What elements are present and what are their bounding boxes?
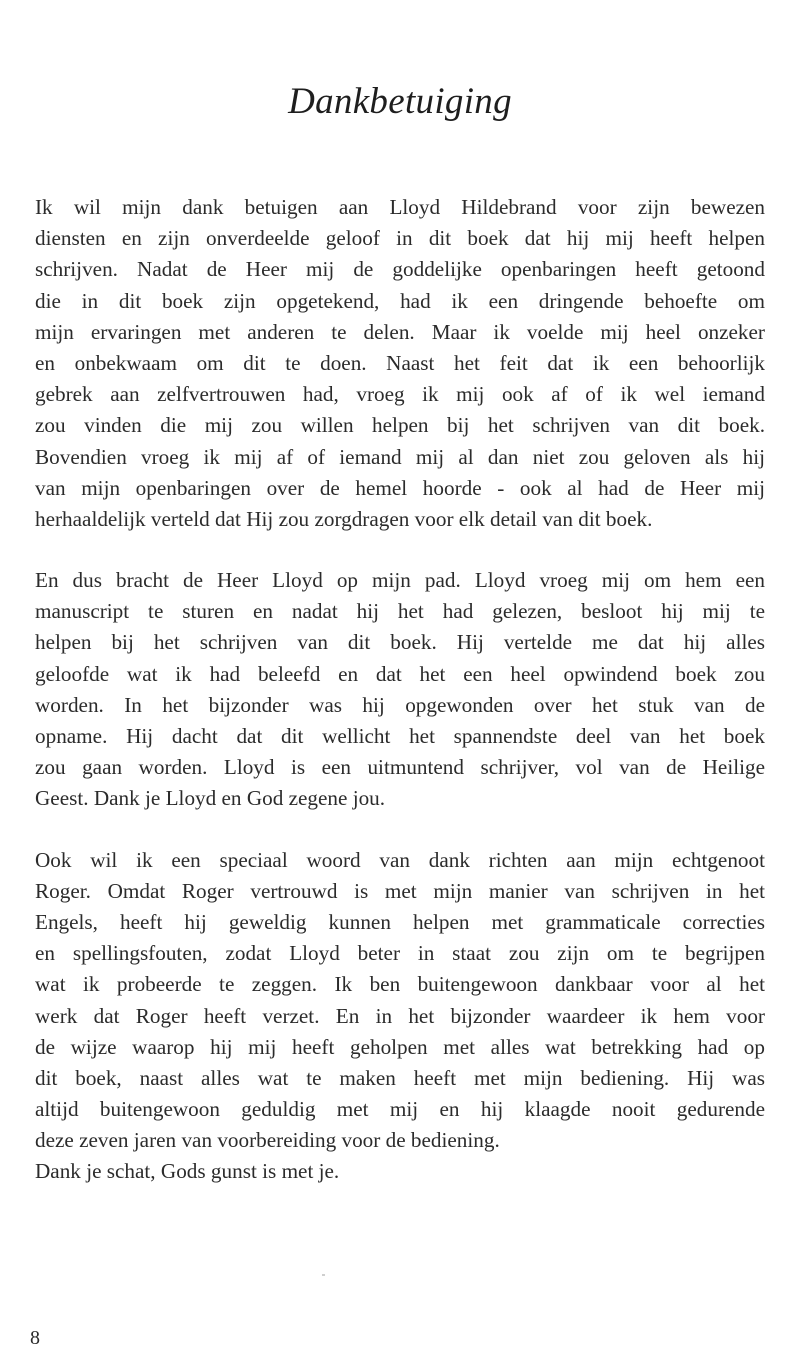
text-line: werk dat Roger heeft verzet. En in het bijzonder waardeer ik hem voor (35, 1003, 765, 1028)
text-line: van mijn openbaringen over de hemel hoorde - ook al had de Heer mij (35, 475, 765, 500)
scan-speck (322, 1274, 325, 1276)
text-line: Engels, heeft hij geweldig kunnen helpen met grammaticale correcties (35, 909, 765, 934)
text-line: Ook wil ik een speciaal woord van dank richten aan mijn echtgenoot (35, 847, 765, 872)
text-line: de wijze waarop hij mij heeft geholpen met alles wat betrekking had op (35, 1034, 765, 1059)
text-line: geloofde wat ik had beleefd en dat het een heel opwindend boek zou (35, 661, 765, 686)
text-line: wat ik probeerde te zeggen. Ik ben buitengewoon dankbaar voor al het (35, 972, 765, 997)
text-line: deze zeven jaren van voorbereiding voor de bediening. (35, 1128, 500, 1153)
text-line: herhaaldelijk verteld dat Hij zou zorgdragen voor elk detail van dit boek. (35, 506, 653, 531)
text-line: Dank je schat, Gods gunst is met je. (35, 1159, 340, 1184)
text-line: helpen bij het schrijven van dit boek. Hij vertelde me dat hij alles (35, 630, 765, 655)
text-line: Bovendien vroeg ik mij af of iemand mij al dan niet zou geloven als hij (35, 444, 765, 469)
text-line: En dus bracht de Heer Lloyd op mijn pad. Lloyd vroeg mij om hem een (35, 568, 765, 593)
page-number: 8 (30, 1327, 40, 1349)
text-line: gebrek aan zelfvertrouwen had, vroeg ik mij ook af of ik wel iemand (35, 382, 765, 407)
text-line: zou vinden die mij zou willen helpen bij het schrijven van dit boek. (35, 413, 765, 438)
text-line: opname. Hij dacht dat dit wellicht het spannendste deel van het boek (35, 724, 765, 748)
text-line: die in dit boek zijn opgetekend, had ik een dringende behoefte om (35, 288, 765, 313)
text-line: Roger. Omdat Roger vertrouwd is met mijn manier van schrijven in het (35, 878, 765, 903)
text-line: Ik wil mijn dank betuigen aan Lloyd Hildebrand voor zijn bewezen (35, 195, 765, 219)
paragraph-thanks-lloyd (35, 192, 765, 535)
text-line: mijn ervaringen met anderen te delen. Maar ik voelde mij heel onzeker (35, 319, 765, 344)
text-line: en onbekwaam om dit te doen. Naast het feit dat ik een behoorlijk (35, 350, 765, 375)
text-line: dit boek, naast alles wat te maken heeft met mijn bediening. Hij was (35, 1065, 765, 1090)
text-line: altijd buitengewoon geduldig met mij en hij klaagde nooit gedurende (35, 1097, 765, 1122)
paragraph-thanks-roger (35, 845, 765, 1188)
text-line: worden. In het bijzonder was hij opgewonden over het stuk van de (35, 692, 765, 717)
text-line: schrijven. Nadat de Heer mij de goddelijke openbaringen heeft getoond (35, 257, 765, 282)
text-line: diensten en zijn onverdeelde geloof in dit boek dat hij mij heeft helpen (35, 226, 765, 251)
text-line: Geest. Dank je Lloyd en God zegene jou. (35, 786, 386, 811)
text-line: manuscript te sturen en nadat hij het had gelezen, besloot hij mij te (35, 599, 765, 624)
text-line: zou gaan worden. Lloyd is een uitmuntend schrijver, vol van de Heilige (35, 755, 765, 780)
text-line: en spellingsfouten, zodat Lloyd beter in staat zou zijn om te begrijpen (35, 941, 765, 966)
document-body (35, 192, 765, 1188)
page-title: Dankbetuiging (288, 81, 512, 122)
paragraph-lloyd-help (35, 565, 765, 815)
